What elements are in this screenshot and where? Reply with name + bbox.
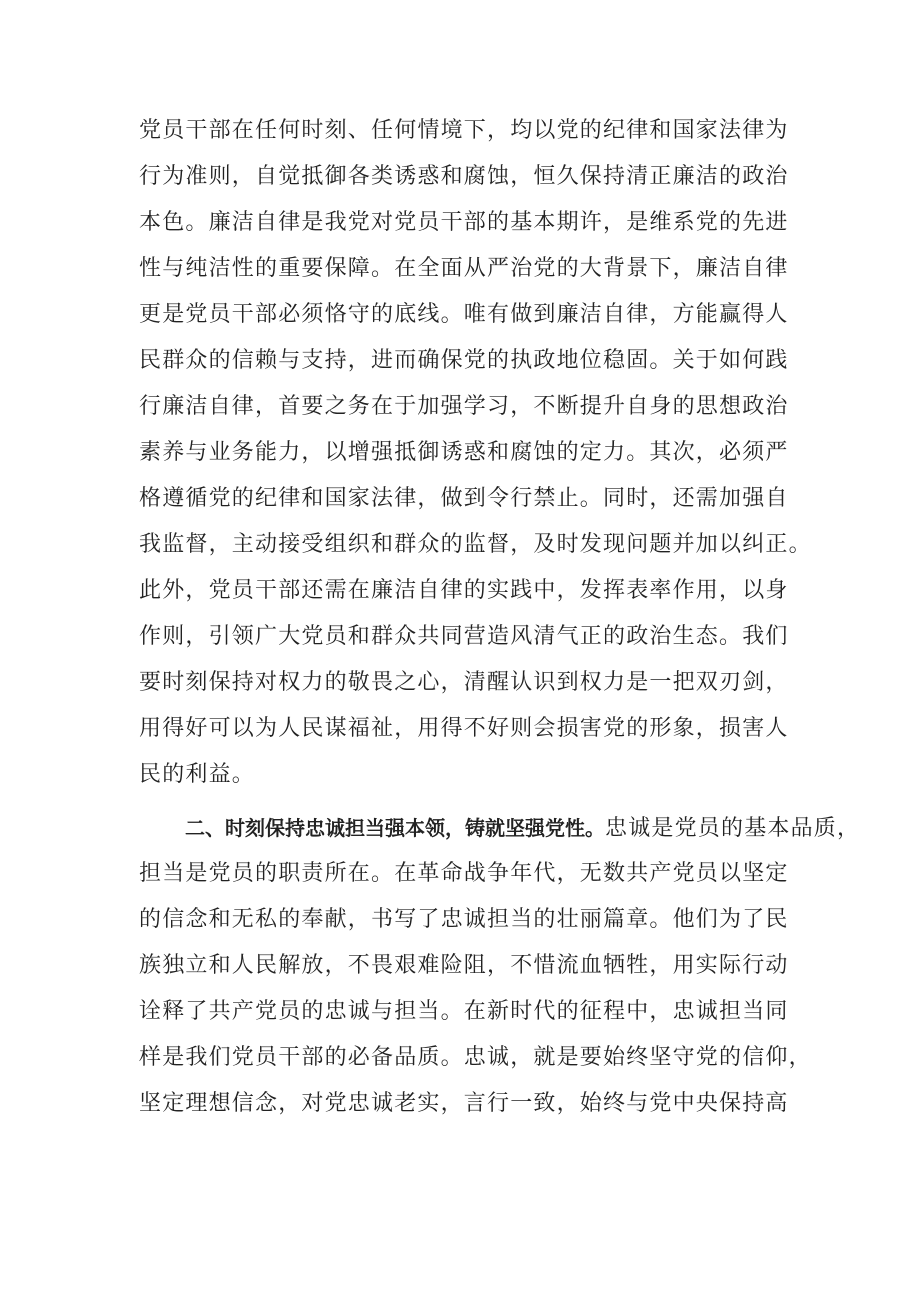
text-line: 行为准则，自觉抵御各类诱惑和腐蚀，恒久保持清正廉洁的政治 bbox=[139, 164, 789, 189]
heading-line bbox=[139, 805, 861, 851]
text-line: 要时刻保持对权力的敬畏之心，清醒认识到权力是一把双刃剑， bbox=[139, 670, 789, 695]
document-body bbox=[139, 108, 861, 1127]
section-heading: 二、时刻保持忠诚担当强本领，铸就坚强党性。 bbox=[185, 816, 605, 840]
text-line: 用得好可以为人民谋福祉，用得不好则会损害党的形象，损害人 bbox=[139, 716, 789, 741]
paragraph-integrity bbox=[139, 108, 812, 798]
text-line: 性与纯洁性的重要保障。在全面从严治党的大背景下，廉洁自律 bbox=[139, 256, 789, 281]
text-line: 样是我们党员干部的必备品质。忠诚，就是要始终坚守党的信仰， bbox=[139, 1045, 812, 1070]
text-line: 党员干部在任何时刻、任何情境下，均以党的纪律和国家法律为 bbox=[139, 118, 789, 143]
text-line: 此外，党员干部还需在廉洁自律的实践中，发挥表率作用，以身 bbox=[139, 578, 789, 603]
text-line: 民的利益。 bbox=[139, 762, 256, 787]
text-line: 更是党员干部必须恪守的底线。唯有做到廉洁自律，方能赢得人 bbox=[139, 302, 789, 327]
text-line: 族独立和人民解放，不畏艰难险阻，不惜流血牺牲，用实际行动 bbox=[139, 953, 789, 978]
text-line: 我监督，主动接受组织和群众的监督，及时发现问题并加以纠正。 bbox=[139, 532, 812, 557]
text-line: 的信念和无私的奉献，书写了忠诚担当的壮丽篇章。他们为了民 bbox=[139, 907, 789, 932]
paragraph-loyalty bbox=[139, 805, 861, 1127]
heading-line-rest: 忠诚是党员的基本品质， bbox=[605, 816, 861, 841]
text-line: 坚定理想信念，对党忠诚老实，言行一致，始终与党中央保持高 bbox=[139, 1091, 789, 1116]
text-line: 素养与业务能力，以增强抵御诱惑和腐蚀的定力。其次，必须严 bbox=[139, 440, 789, 465]
text-line: 担当是党员的职责所在。在革命战争年代，无数共产党员以坚定 bbox=[139, 861, 789, 886]
text-line: 民群众的信赖与支持，进而确保党的执政地位稳固。关于如何践 bbox=[139, 348, 789, 373]
paragraph-gap bbox=[139, 798, 784, 805]
text-line: 诠释了共产党员的忠诚与担当。在新时代的征程中，忠诚担当同 bbox=[139, 999, 789, 1024]
text-line: 行廉洁自律，首要之务在于加强学习，不断提升自身的思想政治 bbox=[139, 394, 789, 419]
text-line: 格遵循党的纪律和国家法律，做到令行禁止。同时，还需加强自 bbox=[139, 486, 789, 511]
text-line: 本色。廉洁自律是我党对党员干部的基本期许，是维系党的先进 bbox=[139, 210, 789, 235]
text-line: 作则，引领广大党员和群众共同营造风清气正的政治生态。我们 bbox=[139, 624, 789, 649]
